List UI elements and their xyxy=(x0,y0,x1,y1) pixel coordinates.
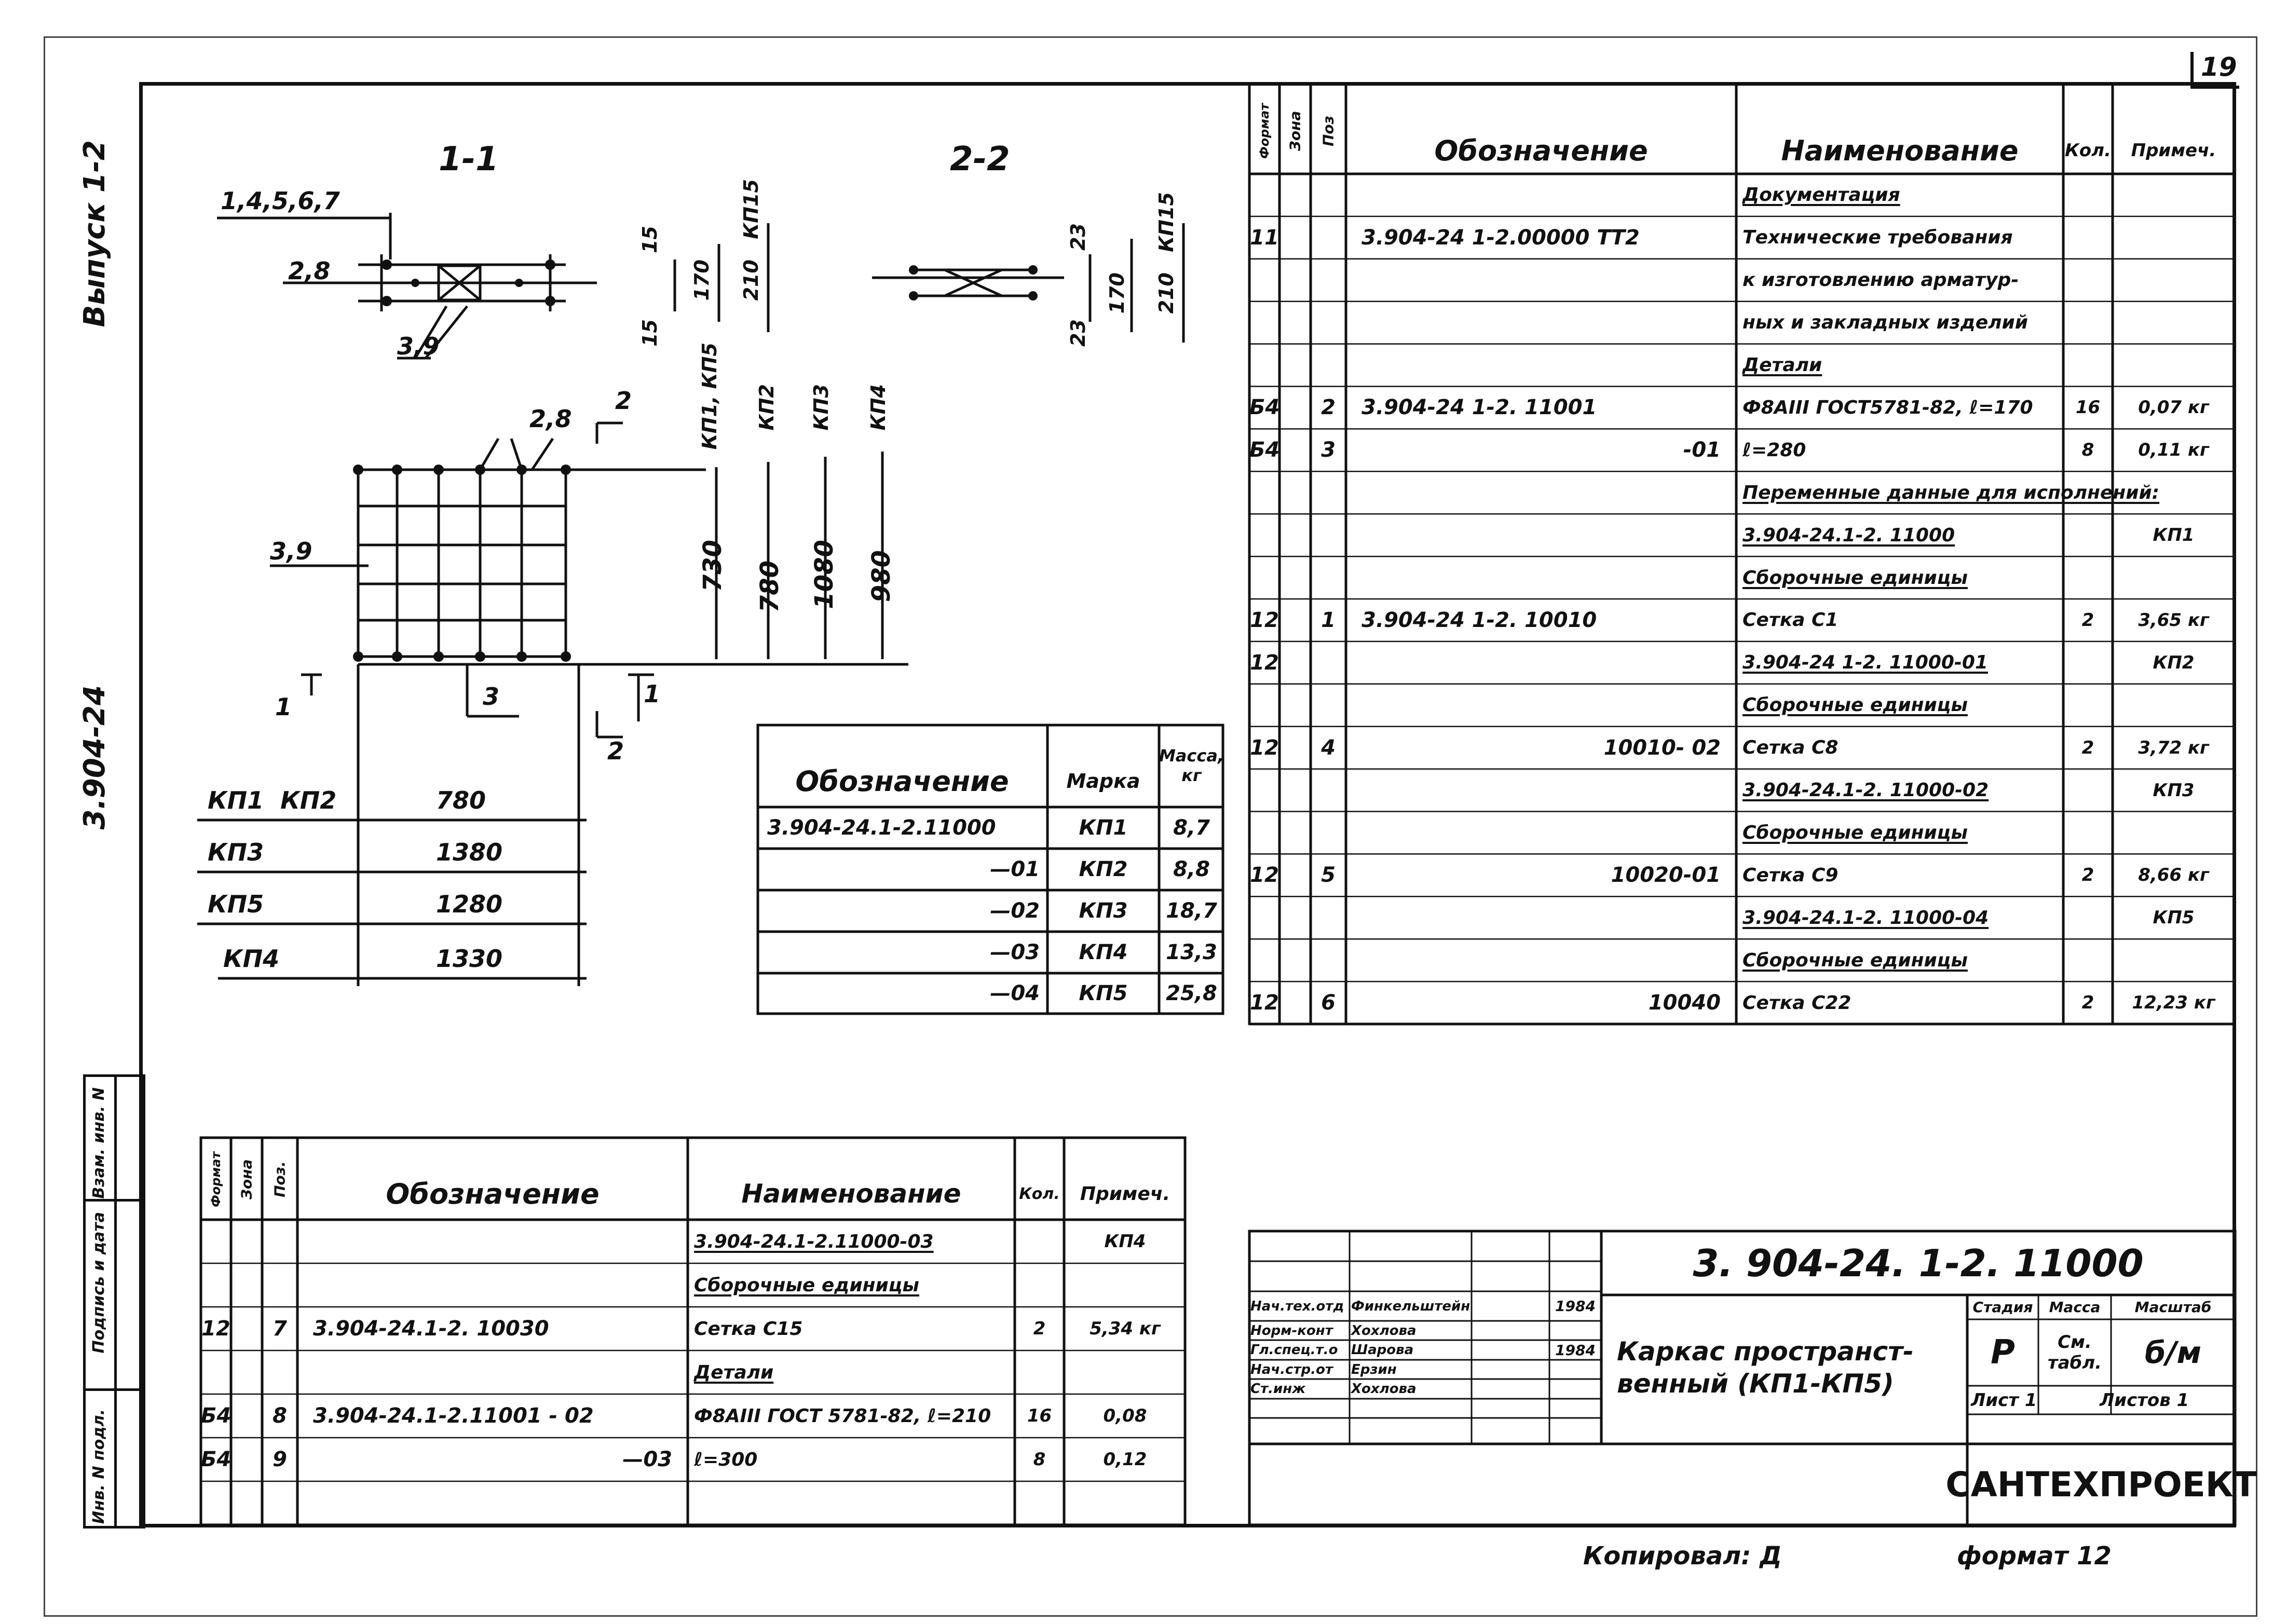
spec_top-cell xyxy=(1249,514,1279,556)
spec_top-cell xyxy=(1249,302,1279,344)
spec_top-cell: 3,72 кг xyxy=(2138,737,2209,758)
mass-cell: —02 xyxy=(990,899,1040,923)
height-mark: КП4 xyxy=(867,384,890,431)
section-label-1-1: 1-1 xyxy=(439,140,499,179)
spec_bottom-cell xyxy=(231,1438,262,1481)
spec_top-cell: 12 xyxy=(1250,735,1279,760)
cut-mark-label: 1 xyxy=(275,693,292,721)
spec_top-cell xyxy=(2063,514,2113,556)
spec_top-cell xyxy=(1311,302,1346,344)
side-stamp xyxy=(83,1074,145,1529)
spec_bottom-cell: —03 xyxy=(622,1448,672,1471)
spec_top-cell: Сборочные единицы xyxy=(1743,822,1968,843)
tb-document-title: Каркас пространст- венный (КП1-КП5) xyxy=(1617,1336,1914,1399)
spec_bottom-cell xyxy=(262,1263,297,1307)
spec_top-cell: КП5 xyxy=(2153,907,2195,929)
spec_top-cell: 1 xyxy=(1321,608,1336,632)
length-value: 1380 xyxy=(436,838,503,866)
spec_bottom-cell xyxy=(231,1350,262,1394)
position-label: 3,9 xyxy=(397,332,440,360)
tb-role: Гл.спец.т.о xyxy=(1250,1342,1338,1358)
spec_top-cell: 0,11 кг xyxy=(2138,440,2209,461)
spec_top-cell xyxy=(1311,642,1346,684)
spec_top-cell xyxy=(1311,259,1346,302)
spec_top-cell xyxy=(1362,174,1721,216)
spec_top-cell: 3.904-24.1-2. 11000 xyxy=(1743,524,1955,546)
mass-cell: КП2 xyxy=(1079,857,1128,881)
spec_top-cell: Сетка С22 xyxy=(1743,992,1852,1014)
spec_top-cell: 10010- 02 xyxy=(1603,735,1721,760)
spec_top-cell: КП2 xyxy=(2153,652,2195,673)
spec_top-cell: 3.904-24 1-2. 11001 xyxy=(1362,395,1597,420)
spec_top-cell xyxy=(1249,556,1279,599)
spec_top-cell: 2 xyxy=(2081,865,2094,886)
spec_top-cell: 8,66 кг xyxy=(2138,865,2209,886)
spec_top-cell: 6 xyxy=(1321,991,1336,1015)
length-value: 1330 xyxy=(436,945,503,973)
spec_top-cell xyxy=(2063,344,2113,387)
spec_top-cell xyxy=(2063,939,2113,981)
spec_top-cell xyxy=(2063,684,2113,727)
tb-date xyxy=(1549,1321,1601,1340)
spec_top-cell xyxy=(1362,302,1721,344)
spec_top-cell: 4 xyxy=(1321,735,1336,760)
spec_bottom-cell xyxy=(201,1263,231,1307)
spec_bottom-cell: 12 xyxy=(201,1317,230,1341)
spec_top-cell xyxy=(2063,471,2113,514)
spec_top-cell: Сетка С1 xyxy=(1743,609,1839,631)
spec_top-cell: Переменные данные для исполнений: xyxy=(1743,482,2160,503)
length-mark: КП1 КП2 xyxy=(208,786,337,814)
spec_bottom-cell: Сборочные единицы xyxy=(694,1274,919,1296)
dimension-label: 210 xyxy=(740,260,763,301)
height-value: 1080 xyxy=(810,540,839,609)
spec_top-cell xyxy=(1311,344,1346,387)
position-label: 3,9 xyxy=(270,537,312,565)
spec_bottom-cell xyxy=(313,1220,672,1263)
position-label: 2,8 xyxy=(288,257,331,285)
spec_top-cell: 2 xyxy=(2081,737,2094,758)
cut-mark-label: 2 xyxy=(607,737,624,765)
mass-cell: 8,8 xyxy=(1173,857,1210,881)
spec_top-cell: КП1 xyxy=(2153,525,2195,546)
spec_bottom-cell xyxy=(313,1350,672,1394)
height-mark: КП2 xyxy=(755,384,778,431)
mass-cell: —01 xyxy=(990,857,1040,881)
position-label: 3 xyxy=(483,683,500,711)
footer-copied: Копировал: Д xyxy=(1583,1541,1782,1571)
spec_top-cell xyxy=(2063,642,2113,684)
sheet-number: 19 xyxy=(2201,52,2237,82)
spec_top-cell xyxy=(2113,174,2235,216)
height-value: 780 xyxy=(755,561,784,613)
tb-stage-label: Стадия xyxy=(1972,1299,2033,1316)
spec_top-cell: Сетка С9 xyxy=(1743,864,1839,886)
spec_top-cell xyxy=(1311,769,1346,812)
spec_top-cell: Сетка С8 xyxy=(1743,737,1839,759)
spec_top-cell xyxy=(1279,599,1311,642)
spec_top-cell: к изготовлению арматур- xyxy=(1743,269,2019,291)
spec_top-cell xyxy=(1311,684,1346,727)
spec_bottom-cell: 9 xyxy=(273,1448,287,1471)
spec_top-cell xyxy=(1311,471,1346,514)
spec_bottom-cell xyxy=(262,1350,297,1394)
spec-top-header-zone: Зона xyxy=(1286,111,1304,152)
height-mark: КП1, КП5 xyxy=(698,343,721,450)
cut-mark-label: 1 xyxy=(644,680,661,708)
spec_top-cell: Детали xyxy=(1743,354,1822,376)
spec_top-cell xyxy=(2063,259,2113,302)
spec_bottom-cell: 2 xyxy=(1033,1318,1046,1339)
dimension-label: 15 xyxy=(638,226,661,253)
spec_top-cell xyxy=(1362,812,1721,854)
position-label: 2,8 xyxy=(529,405,572,433)
spec_top-cell xyxy=(2063,556,2113,599)
spec_bottom-cell xyxy=(1064,1350,1186,1394)
spec_top-cell: 3.904-24 1-2. 10010 xyxy=(1362,608,1597,632)
spec_top-cell: 8 xyxy=(2081,440,2094,461)
tb-mass: См. табл. xyxy=(2047,1332,2102,1373)
height-value: 980 xyxy=(867,550,896,603)
length-value: 780 xyxy=(436,786,486,814)
spec_bottom-cell: КП4 xyxy=(1104,1231,1146,1252)
mass-header-mark: Марка xyxy=(1066,770,1140,793)
spec-top-header-qty: Кол. xyxy=(2065,140,2111,161)
spec_top-cell xyxy=(1362,939,1721,981)
spec_top-cell: Документация xyxy=(1743,184,1900,206)
spec_top-cell xyxy=(1311,556,1346,599)
spec_top-cell xyxy=(1279,684,1311,727)
tb-document-code: 3. 904-24. 1-2. 11000 xyxy=(1693,1241,2144,1285)
spec-bottom-header-name: Наименование xyxy=(741,1179,961,1209)
spec_top-cell xyxy=(2113,471,2235,514)
spec_bottom-cell: Сетка С15 xyxy=(694,1318,803,1340)
length-mark: КП4 xyxy=(223,945,280,973)
spec_top-cell xyxy=(2113,259,2235,302)
side-stamp-label: Инв. N подл. xyxy=(90,1409,108,1524)
mass-cell: 13,3 xyxy=(1166,940,1217,964)
spec_top-cell: 3.904-24.1-2. 11000-02 xyxy=(1743,780,1989,801)
spec-top-header-note: Примеч. xyxy=(2131,140,2216,161)
mass-header-mass: Масса, кг xyxy=(1159,746,1224,785)
spec_top-cell xyxy=(1362,259,1721,302)
spec_bottom-cell xyxy=(231,1307,262,1350)
tb-name: Хохлова xyxy=(1351,1381,1417,1397)
spec_top-cell xyxy=(2113,344,2235,387)
spec_top-cell xyxy=(2113,812,2235,854)
spec_bottom-cell: Б4 xyxy=(200,1448,232,1471)
spec_top-cell xyxy=(1249,769,1279,812)
spec_bottom-cell: 7 xyxy=(273,1317,287,1341)
spec_bottom-cell xyxy=(231,1263,262,1307)
spec_bottom-cell: 3.904-24.1-2.11001 - 02 xyxy=(313,1404,594,1428)
footer-format: формат 12 xyxy=(1957,1541,2112,1571)
mass-cell: КП3 xyxy=(1079,899,1128,923)
specification-table-bottom xyxy=(200,1137,1186,1526)
spec_top-cell: Сборочные единицы xyxy=(1743,949,1968,971)
spec_top-cell: КП3 xyxy=(2153,780,2195,801)
spec_top-cell xyxy=(1279,514,1311,556)
spec-top-header-format: Формат xyxy=(1257,103,1272,159)
mass-cell: КП4 xyxy=(1079,940,1128,964)
spec_top-cell: 3.904-24 1-2. 11000-01 xyxy=(1743,652,1988,674)
spec_bottom-cell xyxy=(262,1481,297,1525)
spec_top-cell: Технические требования xyxy=(1743,227,2013,249)
length-mark: КП3 xyxy=(208,838,264,866)
mass-cell: 25,8 xyxy=(1166,981,1217,1005)
spec-bottom-header-format: Формат xyxy=(209,1151,223,1208)
tb-sheets: Листов 1 xyxy=(2100,1389,2189,1411)
spec_top-cell xyxy=(2063,896,2113,939)
spec-top-header-name: Наименование xyxy=(1781,134,2019,167)
spec_top-cell: 2 xyxy=(1321,395,1336,420)
spec_top-cell: 3,65 кг xyxy=(2138,609,2209,631)
spec_bottom-cell xyxy=(231,1481,262,1525)
spec_top-cell: 12 xyxy=(1250,991,1279,1015)
spec_top-cell xyxy=(2063,769,2113,812)
spec_top-cell: 3.904-24.1-2. 11000-04 xyxy=(1743,907,1989,929)
mass-cell: КП1 xyxy=(1079,816,1128,840)
spec_top-cell xyxy=(1362,471,1721,514)
spec_top-cell xyxy=(1311,514,1346,556)
spec_top-cell: 12 xyxy=(1250,863,1279,888)
mass-cell: КП5 xyxy=(1079,981,1128,1005)
series-margin-text: Выпуск 1-2 xyxy=(78,140,112,327)
height-mark: КП3 xyxy=(810,384,833,431)
side-stamp-label: Подпись и дата xyxy=(90,1212,108,1354)
spec_top-cell xyxy=(1279,642,1311,684)
cut-mark-label: 2 xyxy=(615,387,632,415)
spec_bottom-cell: 3.904-24.1-2. 10030 xyxy=(313,1317,549,1341)
spec_top-cell xyxy=(1311,812,1346,854)
spec_top-cell xyxy=(2113,684,2235,727)
dimension-label: 210 xyxy=(1155,272,1178,314)
spec_bottom-cell: Детали xyxy=(694,1361,774,1383)
mass-header-designation: Обозначение xyxy=(795,765,1009,798)
spec_top-cell: Ф8АIII ГОСТ5781-82, ℓ=170 xyxy=(1743,397,2033,418)
tb-scale-label: Масштаб xyxy=(2134,1299,2212,1316)
spec_bottom-cell xyxy=(231,1220,262,1263)
spec_top-cell xyxy=(1311,896,1346,939)
spec_bottom-cell xyxy=(262,1220,297,1263)
spec_bottom-cell xyxy=(313,1263,672,1307)
tb-organization: САНТЕХПРОЕКТ xyxy=(1945,1464,2257,1505)
mark-label: КП15 xyxy=(1155,192,1178,252)
spec_top-cell: 3.904-24 1-2.00000 ТТ2 xyxy=(1362,225,1640,250)
spec_top-cell xyxy=(2063,174,2113,216)
spec_bottom-cell xyxy=(313,1481,672,1525)
dimension-label: 23 xyxy=(1067,223,1090,251)
spec_bottom-cell xyxy=(1015,1220,1064,1263)
spec_top-cell: Сборочные единицы xyxy=(1743,694,1968,716)
spec_top-cell xyxy=(1279,216,1311,259)
tb-date xyxy=(1549,1360,1601,1379)
height-value: 730 xyxy=(698,540,727,592)
spec_top-cell xyxy=(1311,174,1346,216)
spec-bottom-header-qty: Кол. xyxy=(1019,1184,1060,1203)
spec_top-cell: 3 xyxy=(1321,438,1336,462)
spec_top-cell xyxy=(1249,471,1279,514)
spec_top-cell: 2 xyxy=(2081,609,2094,631)
spec_top-cell xyxy=(2113,556,2235,599)
spec_top-cell xyxy=(2063,302,2113,344)
tb-date xyxy=(1549,1379,1601,1399)
spec_bottom-cell xyxy=(694,1481,1013,1525)
spec_top-cell xyxy=(2113,216,2235,259)
position-label: 1,4,5,6,7 xyxy=(221,187,340,215)
spec_top-cell xyxy=(1249,259,1279,302)
dimension-label: 170 xyxy=(690,260,713,301)
spec_bottom-cell: Ф8АIII ГОСТ 5781-82, ℓ=210 xyxy=(694,1405,991,1427)
spec_bottom-cell: 0,12 xyxy=(1103,1449,1147,1470)
spec_bottom-cell: 8 xyxy=(273,1404,287,1428)
spec_top-cell: 12 xyxy=(1250,650,1279,675)
spec_bottom-cell xyxy=(1064,1481,1186,1525)
spec_top-cell: Б4 xyxy=(1249,395,1280,420)
spec_bottom-cell: Б4 xyxy=(200,1404,232,1428)
spec_top-cell xyxy=(1362,642,1721,684)
spec-top-header-pos: Поз xyxy=(1319,116,1337,146)
spec_bottom-cell: 3.904-24.1-2.11000-03 xyxy=(694,1231,934,1252)
spec_bottom-cell: 8 xyxy=(1033,1449,1046,1470)
spec_top-cell: 5 xyxy=(1321,863,1336,888)
dimension-label: 23 xyxy=(1067,319,1090,347)
spec_top-cell xyxy=(1279,174,1311,216)
specification-table-top xyxy=(1248,86,2236,1025)
tb-role: Ст.инж xyxy=(1250,1381,1306,1397)
spec_top-cell xyxy=(1279,769,1311,812)
spec_top-cell xyxy=(1279,981,1311,1024)
mass-cell: 3.904-24.1-2.11000 xyxy=(767,816,996,840)
spec-bottom-header-note: Примеч. xyxy=(1080,1183,1170,1205)
spec_top-cell: 10040 xyxy=(1648,991,1721,1015)
tb-name: Шарова xyxy=(1351,1342,1414,1358)
spec_top-cell xyxy=(1279,302,1311,344)
spec_top-cell xyxy=(1249,684,1279,727)
mass-cell: 8,7 xyxy=(1173,816,1210,840)
mass-cell: —04 xyxy=(990,981,1040,1005)
spec_top-cell: 12 xyxy=(1250,608,1279,632)
spec-bottom-header-zone: Зона xyxy=(238,1159,255,1200)
spec_top-cell: -01 xyxy=(1683,438,1721,462)
spec_top-cell xyxy=(1249,174,1279,216)
tb-name: Хохлова xyxy=(1351,1322,1417,1339)
spec_top-cell xyxy=(1279,812,1311,854)
tb-role: Нач.тех.отд xyxy=(1250,1298,1344,1314)
section-label-2-2: 2-2 xyxy=(950,140,1010,179)
tb-sheet: Лист 1 xyxy=(1971,1389,2037,1411)
spec_bottom-cell: ℓ=300 xyxy=(694,1449,758,1470)
dimension-label: 15 xyxy=(638,319,661,347)
spec_top-cell xyxy=(1249,939,1279,981)
tb-name: Финкельштейн xyxy=(1351,1298,1471,1314)
spec_top-cell xyxy=(1249,896,1279,939)
spec_top-cell: ных и закладных изделий xyxy=(1743,312,2028,334)
spec_top-cell xyxy=(1279,471,1311,514)
spec_top-cell xyxy=(1279,896,1311,939)
spec_top-cell xyxy=(1362,556,1721,599)
spec_bottom-cell xyxy=(201,1350,231,1394)
spec-bottom-header-pos: Поз. xyxy=(271,1161,289,1198)
spec-top-header-designation: Обозначение xyxy=(1434,134,1648,167)
spec_bottom-cell xyxy=(201,1481,231,1525)
spec_top-cell xyxy=(1279,259,1311,302)
mass-cell: —03 xyxy=(990,940,1040,964)
spec_bottom-cell xyxy=(1015,1350,1064,1394)
spec_top-cell: ℓ=280 xyxy=(1743,439,1806,461)
spec_top-cell xyxy=(2063,812,2113,854)
spec_top-cell xyxy=(1362,684,1721,727)
spec_top-cell xyxy=(1311,216,1346,259)
spec_top-cell xyxy=(1279,939,1311,981)
spec_bottom-cell xyxy=(1015,1481,1064,1525)
side-stamp-label: Взам. инв. N xyxy=(90,1087,108,1199)
tb-role: Нач.стр.от xyxy=(1250,1361,1333,1377)
spec_top-cell: 2 xyxy=(2081,992,2094,1014)
length-value: 1280 xyxy=(436,890,503,918)
tb-stage: Р xyxy=(1991,1333,2015,1372)
spec_bottom-cell xyxy=(201,1220,231,1263)
spec_bottom-cell xyxy=(1015,1263,1064,1307)
spec_top-cell xyxy=(2113,302,2235,344)
title-block xyxy=(1248,1230,2257,1526)
spec_top-cell xyxy=(1279,344,1311,387)
dimension-label: 170 xyxy=(1106,272,1128,314)
tb-name: Ерзин xyxy=(1351,1361,1397,1377)
tb-role: Норм-конт xyxy=(1250,1322,1333,1339)
spec_top-cell: 0,07 кг xyxy=(2138,397,2209,418)
mark-label: КП15 xyxy=(740,179,763,239)
spec_top-cell: 12,23 кг xyxy=(2132,992,2215,1014)
code-margin-text: 3.904-24 xyxy=(78,685,112,830)
spec_top-cell: 10020-01 xyxy=(1611,863,1721,888)
tb-scale: б/м xyxy=(2144,1335,2202,1370)
spec_top-cell xyxy=(2113,939,2235,981)
spec_bottom-cell: 0,08 xyxy=(1103,1405,1147,1426)
spec_top-cell xyxy=(1279,854,1311,896)
mass-table xyxy=(757,724,1224,1015)
mass-cell: 18,7 xyxy=(1166,899,1217,923)
spec_bottom-cell xyxy=(1064,1263,1186,1307)
spec_bottom-cell: 16 xyxy=(1027,1405,1052,1426)
spec_top-cell: Сборочные единицы xyxy=(1743,567,1968,589)
length-mark: КП5 xyxy=(208,890,264,918)
tb-date: 1984 xyxy=(1555,1298,1596,1315)
spec_top-cell xyxy=(1249,812,1279,854)
spec_top-cell xyxy=(1279,727,1311,769)
spec-bottom-header-designation: Обозначение xyxy=(386,1177,600,1210)
spec_top-cell xyxy=(1279,556,1311,599)
spec_top-cell: 16 xyxy=(2075,397,2101,418)
spec_bottom-cell xyxy=(231,1394,262,1438)
spec_top-cell: 11 xyxy=(1250,225,1279,250)
tb-mass-label: Масса xyxy=(2049,1299,2101,1316)
spec_top-cell xyxy=(1362,896,1721,939)
spec_top-cell xyxy=(1249,344,1279,387)
spec_top-cell xyxy=(1279,429,1311,471)
spec_top-cell xyxy=(1311,939,1346,981)
spec_bottom-cell: 5,34 кг xyxy=(1090,1318,1161,1339)
spec_top-cell xyxy=(1362,514,1721,556)
tb-date: 1984 xyxy=(1555,1341,1596,1359)
spec_top-cell xyxy=(1362,344,1721,387)
spec_top-cell xyxy=(1279,387,1311,429)
spec_top-cell xyxy=(2063,216,2113,259)
spec_top-cell xyxy=(1362,769,1721,812)
spec_top-cell: Б4 xyxy=(1249,438,1280,462)
